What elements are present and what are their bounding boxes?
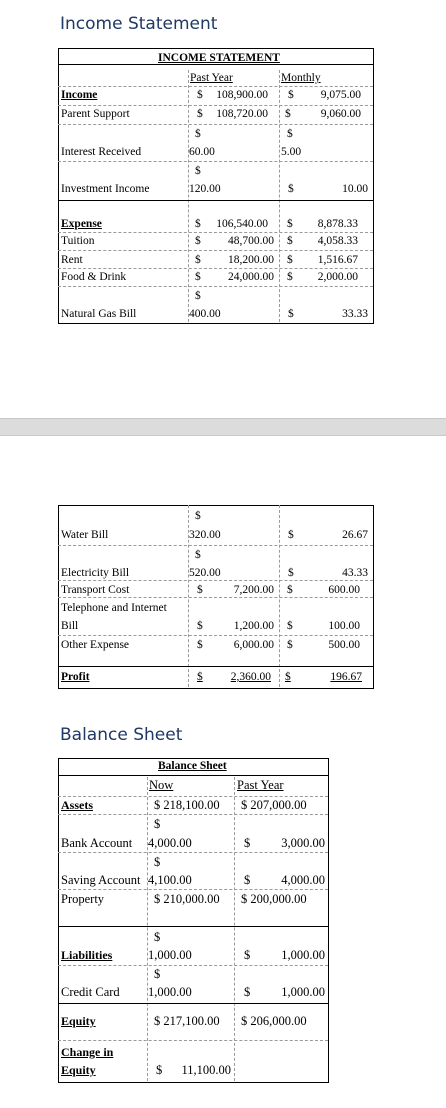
liabilities-now: 1,000.00 xyxy=(148,948,192,962)
currency: $ xyxy=(244,948,251,962)
currency: $ xyxy=(154,967,161,981)
food-past: 24,000.00 xyxy=(228,271,274,283)
bank-account-past: 3,000.00 xyxy=(281,836,325,850)
property-label: Property xyxy=(61,892,105,906)
other-expense-label: Other Expense xyxy=(61,639,130,651)
currency: $ xyxy=(195,290,201,302)
credit-card-past: 1,000.00 xyxy=(281,985,325,999)
food-label: Food & Drink xyxy=(61,271,127,283)
equity-past: $ 206,000.00 xyxy=(241,1014,307,1028)
income-label: Income xyxy=(61,89,98,101)
saving-account-label: Saving Account xyxy=(61,873,141,887)
change-in-equity-label-line2: Equity xyxy=(61,1063,96,1077)
equity-label: Equity xyxy=(61,1014,96,1028)
assets-label: Assets xyxy=(61,798,93,812)
currency: $ xyxy=(197,639,203,651)
property-now: $ 210,000.00 xyxy=(154,892,220,906)
investment-label: Investment Income xyxy=(61,183,150,195)
parent-support-label: Parent Support xyxy=(61,108,130,120)
telephone-month: 100.00 xyxy=(328,620,360,632)
gas-label: Natural Gas Bill xyxy=(61,308,137,320)
currency: $ xyxy=(287,128,293,140)
transport-past: 7,200.00 xyxy=(233,584,274,596)
liabilities-past: 1,000.00 xyxy=(281,948,325,962)
property-past: $ 200,000.00 xyxy=(241,892,307,906)
currency: $ xyxy=(195,271,201,283)
currency: $ xyxy=(287,584,293,596)
rent-label: Rent xyxy=(61,254,83,266)
currency: $ xyxy=(287,218,293,230)
telephone-label-line1: Telephone and Internet xyxy=(61,602,167,614)
currency: $ xyxy=(288,89,294,101)
bank-account-label: Bank Account xyxy=(61,836,133,850)
currency: $ xyxy=(154,817,161,831)
income-month: 9,075.00 xyxy=(320,89,361,101)
profit-past: 2,360.00 xyxy=(230,671,271,683)
transport-month: 600.00 xyxy=(328,584,360,596)
gas-month: 33.33 xyxy=(342,308,368,320)
tuition-past: 48,700.00 xyxy=(228,235,274,247)
parent-support-month: 9,060.00 xyxy=(320,108,361,120)
col-monthly: Monthly xyxy=(281,72,321,84)
other-expense-past: 6,000.00 xyxy=(233,639,274,651)
parent-support-past: 108,720.00 xyxy=(216,108,268,120)
interest-month: 5.00 xyxy=(281,146,302,158)
currency: $ xyxy=(195,235,201,247)
currency: $ xyxy=(288,308,294,320)
water-label: Water Bill xyxy=(61,529,109,541)
credit-card-label: Credit Card xyxy=(61,985,120,999)
col-past-year: Past Year xyxy=(190,72,233,84)
income-past: 108,900.00 xyxy=(216,89,268,101)
tuition-month: 4,058.33 xyxy=(317,235,358,247)
change-in-equity-now: 11,100.00 xyxy=(181,1063,231,1077)
currency: $ xyxy=(287,235,293,247)
currency: $ xyxy=(195,128,201,140)
currency: $ xyxy=(287,254,293,266)
gas-past: 400.00 xyxy=(189,308,221,320)
interest-label: Interest Received xyxy=(61,146,142,158)
currency: $ xyxy=(244,836,251,850)
balance-sheet-heading: Balance Sheet xyxy=(60,725,183,745)
currency: $ xyxy=(195,510,201,522)
currency: $ xyxy=(288,529,294,541)
currency: $ xyxy=(197,620,203,632)
currency: $ xyxy=(195,218,201,230)
liabilities-label: Liabilities xyxy=(61,948,113,962)
interest-past: 60.00 xyxy=(189,146,215,158)
assets-now: $ 218,100.00 xyxy=(154,798,220,812)
currency: $ xyxy=(154,930,161,944)
page-break xyxy=(0,418,446,436)
currency: $ xyxy=(244,873,251,887)
saving-account-now: 4,100.00 xyxy=(148,873,192,887)
investment-past: 120.00 xyxy=(189,183,221,195)
currency: $ xyxy=(287,271,293,283)
currency: $ xyxy=(288,567,294,579)
electricity-label: Electricity Bill xyxy=(61,567,130,579)
electricity-month: 43.33 xyxy=(342,567,368,579)
credit-card-now: 1,000.00 xyxy=(148,985,192,999)
currency: $ xyxy=(156,1063,163,1077)
water-past: 320.00 xyxy=(189,529,221,541)
food-month: 2,000.00 xyxy=(317,271,358,283)
expense-month: 8,878.33 xyxy=(317,218,358,230)
currency: $ xyxy=(197,89,203,101)
expense-past: 106,540.00 xyxy=(216,218,268,230)
currency: $ xyxy=(285,671,291,683)
currency: $ xyxy=(244,985,251,999)
col-past-year: Past Year xyxy=(237,778,284,792)
tuition-label: Tuition xyxy=(61,235,95,247)
currency: $ xyxy=(195,254,201,266)
telephone-past: 1,200.00 xyxy=(233,620,274,632)
currency: $ xyxy=(195,549,201,561)
telephone-label-line2: Bill xyxy=(61,620,79,632)
income-statement-heading: Income Statement xyxy=(60,14,218,34)
assets-past: $ 207,000.00 xyxy=(241,798,307,812)
saving-account-past: 4,000.00 xyxy=(281,873,325,887)
change-in-equity-label-line1: Change in xyxy=(61,1045,114,1059)
currency: $ xyxy=(197,108,203,120)
currency: $ xyxy=(287,620,293,632)
bank-account-now: 4,000.00 xyxy=(148,836,192,850)
water-month: 26.67 xyxy=(342,529,368,541)
profit-month: 196.67 xyxy=(330,671,362,683)
currency: $ xyxy=(197,671,203,683)
income-title: INCOME STATEMENT xyxy=(158,52,280,64)
currency: $ xyxy=(197,584,203,596)
rent-past: 18,200.00 xyxy=(228,254,274,266)
transport-label: Transport Cost xyxy=(61,584,130,596)
col-now: Now xyxy=(149,778,174,792)
electricity-past: 520.00 xyxy=(189,567,221,579)
profit-label: Profit xyxy=(61,671,90,683)
equity-now: $ 217,100.00 xyxy=(154,1014,220,1028)
currency: $ xyxy=(154,855,161,869)
other-expense-month: 500.00 xyxy=(328,639,360,651)
currency: $ xyxy=(195,165,201,177)
rent-month: 1,516.67 xyxy=(317,254,358,266)
currency: $ xyxy=(288,183,294,195)
expense-label: Expense xyxy=(61,218,102,230)
investment-month: 10.00 xyxy=(342,183,368,195)
balance-title: Balance Sheet xyxy=(158,760,227,772)
currency: $ xyxy=(287,639,293,651)
currency: $ xyxy=(285,108,291,120)
